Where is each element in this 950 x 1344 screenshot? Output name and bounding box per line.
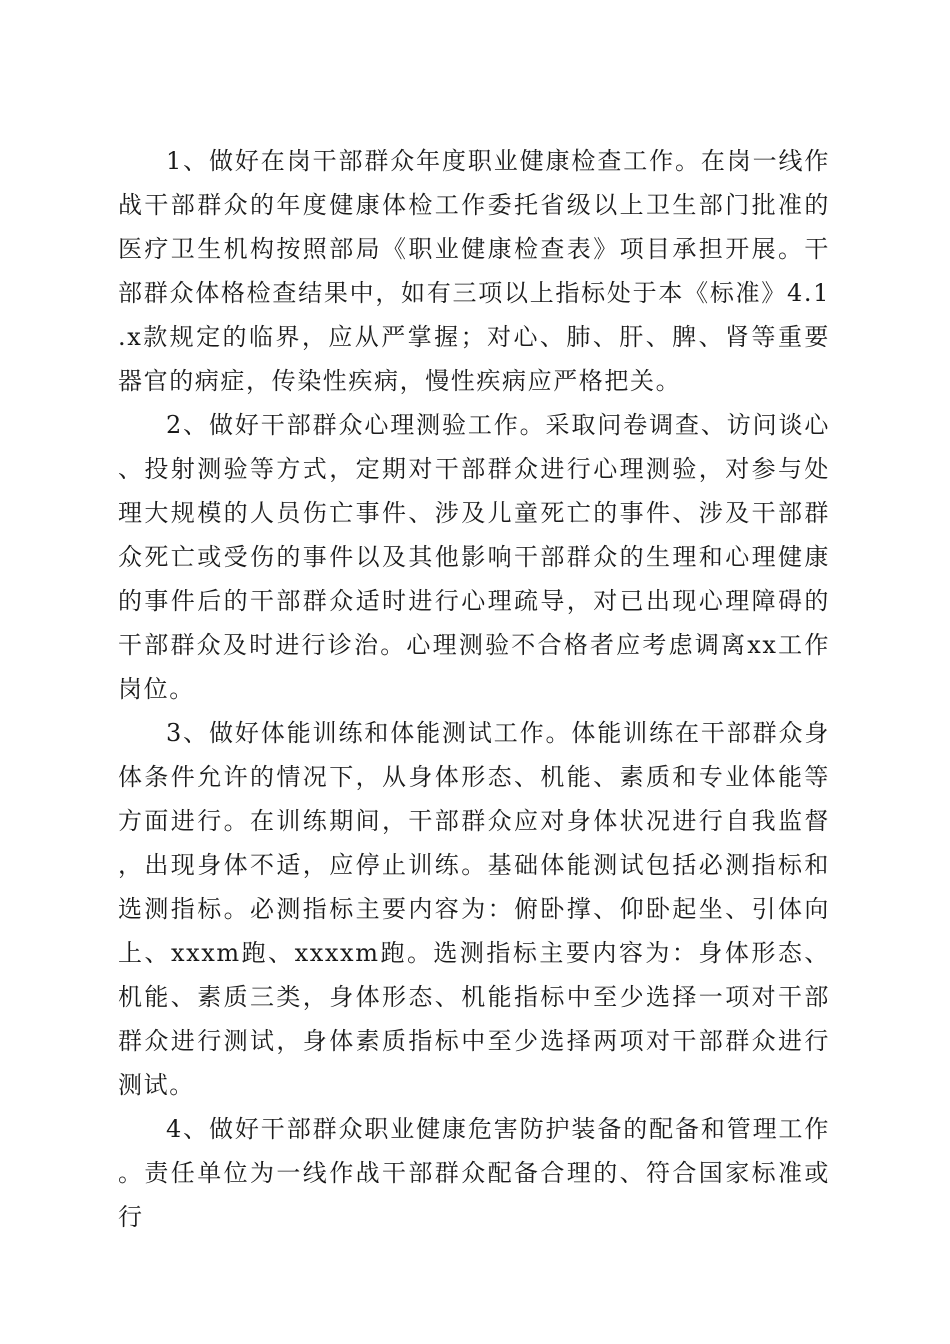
paragraph-psychological-test: 2、做好干部群众心理测验工作。采取问卷调查、访问谈心、投射测验等方式，定期对干部群众进行心理测验，对参与处理大规模的人员伤亡事件、涉及儿童死亡的事件、涉及干部群众死亡或受伤的事件以及其他影响干部群众的生理和心理健康的事件后的干部群众适时进行心理疏导，对已出现心理障碍的干部群众及时进行诊治。心理测验不合格者应考虑调离xx工作岗位。 <box>118 411 830 703</box>
paragraph-protective-equipment: 4、做好干部群众职业健康危害防护装备的配备和管理工作。责任单位为一线作战干部群众配备合理的、符合国家标准或行 <box>118 1115 830 1231</box>
document-body <box>118 139 830 1239</box>
paragraph-health-check: 1、做好在岗干部群众年度职业健康检查工作。在岗一线作战干部群众的年度健康体检工作委托省级以上卫生部门批准的医疗卫生机构按照部局《职业健康检查表》项目承担开展。干部群众体格检查结果中，如有三项以上指标处于本《标准》4.1.x款规定的临界，应从严掌握；对心、肺、肝、脾、肾等重要器官的病症，传染性疾病，慢性疾病应严格把关。 <box>118 147 830 395</box>
paragraph-physical-training: 3、做好体能训练和体能测试工作。体能训练在干部群众身体条件允许的情况下，从身体形态、机能、素质和专业体能等方面进行。在训练期间，干部群众应对身体状况进行自我监督，出现身体不适，应停止训练。基础体能测试包括必测指标和选测指标。必测指标主要内容为：俯卧撑、仰卧起坐、引体向上、xxxm跑、xxxxm跑。选测指标主要内容为：身体形态、机能、素质三类，身体形态、机能指标中至少选择一项对干部群众进行测试，身体素质指标中至少选择两项对干部群众进行测试。 <box>118 719 830 1099</box>
